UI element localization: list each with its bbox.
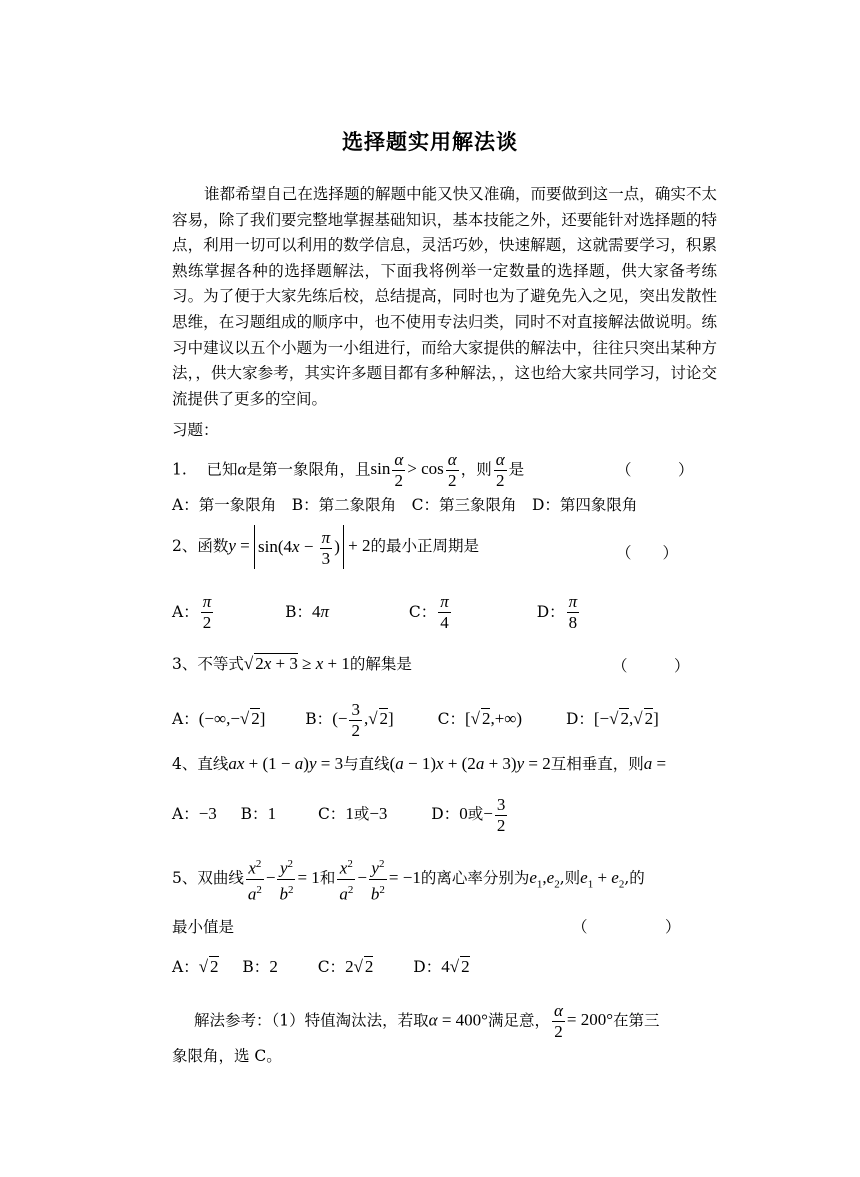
q2-option-a: A： $\frac{\pi}{2}$ (172, 592, 212, 632)
q1-options: A：第一象限角 B：第二象限角 C：第三象限角 D：第四象限角 (172, 496, 638, 514)
question-3 (172, 652, 412, 674)
intro-paragraph (172, 182, 717, 412)
q3-text-1: 3、不等式 (172, 655, 244, 673)
q2-option-d: D： $\frac{\pi}{8}$ (536, 592, 578, 632)
q3-text-2: 的解集是 (349, 655, 412, 673)
q2-text-2: 的最小正周期是 (370, 536, 479, 555)
q4-option-c: C：1或−3 (317, 804, 388, 824)
exercises-label: 习题： (172, 421, 219, 439)
q4-option-b: B：1 (240, 804, 277, 824)
q5-hyperbola-1: $\frac{x^2}{a^2}$ − $\frac{y^2}{b^2}$ = 1 (244, 868, 320, 887)
q4-line-1: ax + (1 − a)y = 3 (228, 754, 344, 773)
q1-text-2: 是第一象限角，且 (246, 460, 371, 479)
q5-option-a: A：√ 2 (172, 957, 219, 976)
q1-condition: sin $\frac{\alpha}{2}$ > cos $\frac{\alpha}{2}$ (370, 450, 457, 490)
q4-option-a: A：−3 (172, 804, 217, 824)
question-1: 1. 已知α是第一象限角，且sin $\frac{\alpha}{2}$ > cos $\frac{\alpha}{2}$ ，则 $\frac{\alpha}{2}$ 是 (172, 450, 525, 490)
solution-line-2: 象限角，选 C。 (172, 1047, 282, 1065)
question-2 (172, 525, 479, 569)
q2-options (172, 592, 581, 633)
q4-text-3: 互相垂直，则 (550, 755, 644, 773)
question-5: 5、双曲线 $\frac{x^2}{a^2}$ − $\frac{y^2}{b^2}$ = 1和 $\frac{x^2}{a^2}$ − $\frac{y^2}{b^2}$ = −1的离心率分别为$e_1,e_2$,则$e_1 + e_2$,的 (172, 854, 645, 904)
q5-option-d: D：4√ 2 (413, 957, 470, 976)
q5-line-2: 最小值是 (172, 918, 235, 936)
q2-text-1: 2、函数 (172, 536, 229, 555)
q1-text-1: 已知 (206, 460, 238, 479)
q5-option-c: C：2√ 2 (317, 957, 374, 976)
q1-text-4: 是 (508, 460, 525, 479)
q3-options (172, 700, 659, 741)
q4-line-2: (a − 1)x + (2a + 3)y = 2 (389, 754, 551, 773)
q5-text-1: 5、双曲线 (172, 869, 244, 888)
q4-option-d: D：0或− $\frac{3}{2}$ (431, 795, 506, 835)
q3-option-c: C：[√ 2,+∞) (437, 709, 523, 729)
q3-inequality: √ 2x + 3 ≥ x + 1 (243, 654, 350, 673)
q1-number: 1. (172, 460, 187, 479)
intro-text: 谁都希望自己在选择题的解题中能又快又准确，而要做到这一点，确实不太容易，除了我们要完整地掌握基础知识，基本技能之外，还要能针对选择题的特点，利用一切可以利用的数学信息，灵活巧妙，快速解题，这就需要学习，积累熟练掌握各种的选择题解法，下面我将例举一定数量的选择题，供大家备考练习。为了便于大家先练后校，总结提高，同时也为了避免先入之见，突出发散性思维，在习题组成的顺序中，也不使用专法归类，同时不对直接解法做说明。练习中建议以五个小题为一小组进行，而给大家提供的解法中，往往只突出某种方法，，供大家参考，其实许多题目都有多种解法，，这也给大家共同学习，讨论交流提供了更多的空间。 (172, 185, 717, 408)
q2-function: y = sin(4x − $\frac{\pi}{3}$ ) + 2 (228, 536, 370, 555)
solution-line-1: 解法参考：（1）特值淘汰法，若取α = 400°满足意， $\frac{\alpha}{2}$ = 200°在第三 (194, 1001, 660, 1041)
q1-text-3: ，则 (460, 460, 492, 479)
q5-option-b: B：2 (242, 957, 278, 976)
q5-hyperbola-2: $\frac{x^2}{a^2}$ − $\frac{y^2}{b^2}$ = −1 (335, 868, 421, 887)
q2-option-b: B：4π (285, 601, 330, 621)
q4-text-2: 与直线 (343, 755, 390, 773)
q4-text-1: 4、直线 (172, 755, 229, 773)
q2-option-c: C： $\frac{\pi}{4}$ (408, 592, 449, 632)
q3-option-a: A：(−∞,−√ 2] (172, 709, 266, 729)
q5-options (172, 955, 470, 977)
q4-options (172, 795, 509, 836)
question-4: 4、直线ax + (1 − a)y = 3与直线(a − 1)x + (2a + 3)y = 2互相垂直，则a = (172, 754, 667, 773)
q1-alpha: α (237, 459, 247, 479)
q3-answer-paren: （ ） (612, 657, 690, 675)
q5-text-2: 的离心率分别为 (420, 869, 530, 888)
page-title: 选择题实用解法谈 (342, 129, 518, 154)
q5-answer-paren: （ ） (572, 918, 681, 936)
q1-answer-paren: （ ） (616, 461, 694, 479)
q3-option-d: D：[−√ 2,√ 2] (565, 709, 659, 729)
q2-answer-paren: （ ） (616, 544, 679, 562)
q3-option-b: B：(− $\frac{3}{2}$ ,√ 2] (305, 700, 394, 740)
